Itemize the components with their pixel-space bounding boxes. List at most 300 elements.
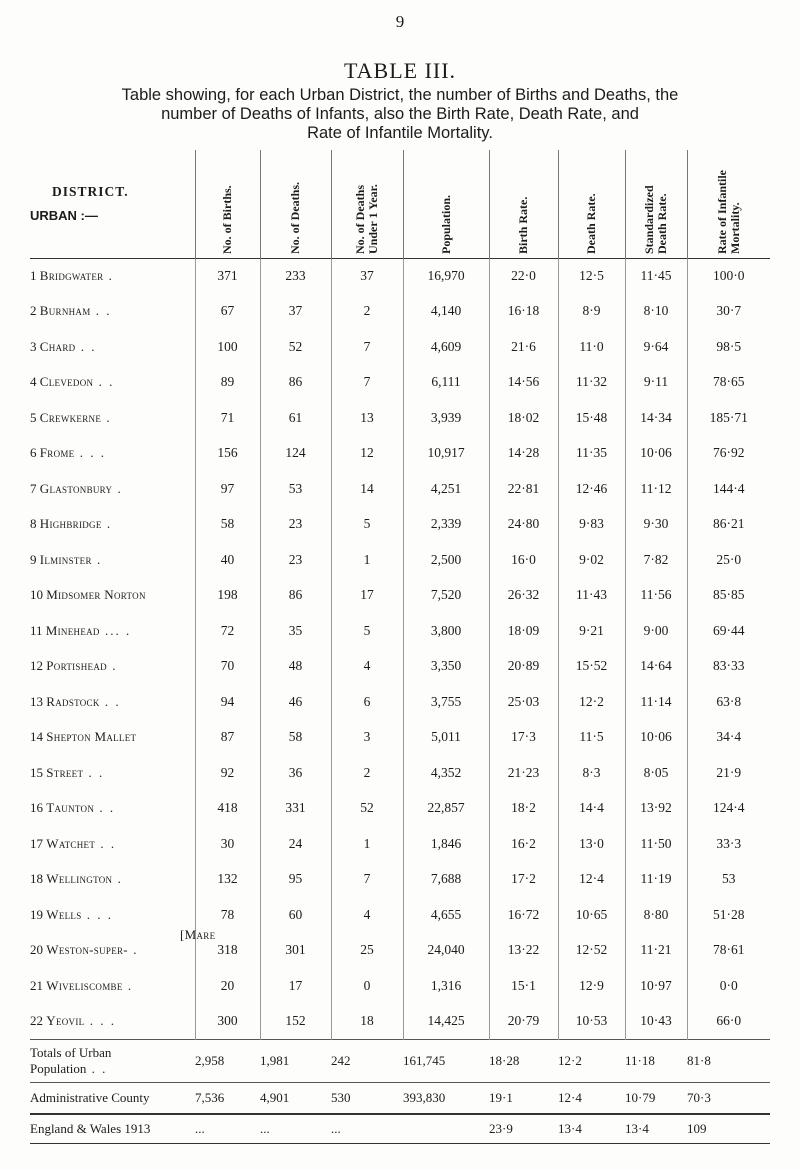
cell-births: 92 [195,755,260,791]
header-row [30,150,770,258]
district-label: Street [46,764,84,780]
cell-standardized-death-rate: 9·11 [625,365,687,401]
cell-infantile-mortality: 25·0 [687,542,770,578]
leader-dots: . . [90,303,112,319]
table-row [30,755,770,791]
totals-infantile-mortality: 81·8 [687,1039,770,1082]
cell-infant-deaths: 2 [331,294,403,330]
england-wales-population [403,1114,489,1144]
cell-infant-deaths: 12 [331,436,403,472]
totals-population: 161,745 [403,1039,489,1082]
cell-population: 3,939 [403,400,489,436]
cell-infant-deaths: 52 [331,791,403,827]
cell-birth-rate: 18·09 [489,613,558,649]
district-name [30,258,195,294]
district-name [30,720,195,756]
cell-standardized-death-rate: 10·06 [625,720,687,756]
county-standardized-death-rate: 10·79 [625,1082,687,1114]
table-row [30,400,770,436]
header-births: No. of Births. [195,150,260,258]
district-name [30,926,216,969]
caption-line-2: number of Deaths of Infants, also the Birth Rate, Death Rate, and [161,105,639,123]
england-wales-death-rate: 13·4 [558,1114,625,1144]
cell-births: 72 [195,613,260,649]
leader-dots: . . . [74,445,106,461]
row-number: 21 [30,977,43,993]
table-row [30,1004,770,1040]
leader-dots: . . [94,800,116,816]
row-number: 2 [30,303,37,319]
cell-birth-rate: 18·02 [489,400,558,436]
cell-infant-deaths: 17 [331,578,403,614]
county-row [30,1082,770,1114]
totals-label: Totals of Urban Population . . [30,1039,195,1082]
cell-infantile-mortality: 144·4 [687,471,770,507]
cell-birth-rate: 21·6 [489,329,558,365]
row-number: 20 [30,942,43,958]
cell-infant-deaths: 5 [331,613,403,649]
totals-deaths: 1,981 [260,1039,331,1082]
district-name [30,471,195,507]
county-births: 7,536 [195,1082,260,1114]
cell-births: 40 [195,542,260,578]
row-number: 22 [30,1013,43,1028]
cell-death-rate: 10·65 [558,897,625,933]
cell-infantile-mortality: 83·33 [687,649,770,685]
cell-birth-rate: 14·56 [489,365,558,401]
cell-infant-deaths: 37 [331,258,403,294]
leader-dots: . [127,942,139,958]
cell-death-rate: 10·53 [558,1004,625,1040]
cell-infantile-mortality: 66·0 [687,1004,770,1040]
row-number: 9 [30,551,37,567]
leader-dots: . . . [84,1013,116,1028]
cell-birth-rate: 20·79 [489,1004,558,1040]
totals-births: 2,958 [195,1039,260,1082]
row-number: 17 [30,835,43,851]
cell-births: 94 [195,684,260,720]
cell-death-rate: 15·48 [558,400,625,436]
cell-infant-deaths: 5 [331,507,403,543]
cell-births: 30 [195,826,260,862]
cell-deaths: 35 [260,613,331,649]
cell-standardized-death-rate: 11·14 [625,684,687,720]
cell-infantile-mortality: 63·8 [687,684,770,720]
cell-deaths: 331 [260,791,331,827]
row-number: 14 [30,729,43,745]
cell-infant-deaths: 1 [331,542,403,578]
district-name [30,365,195,401]
cell-birth-rate: 16·0 [489,542,558,578]
table-row [30,968,770,1004]
caption-line-1: Table showing, for each Urban District, the number of Births and Deaths, the [121,86,679,104]
header-district [30,150,195,258]
leader-dots: . . . [81,906,114,922]
cell-death-rate: 12·4 [558,862,625,898]
leader-dots: . . [93,374,115,390]
district-label: Wellington [46,871,113,887]
cell-standardized-death-rate: 11·56 [625,578,687,614]
cell-deaths: 58 [260,720,331,756]
cell-infantile-mortality: 53 [687,862,770,898]
cell-births: 20 [195,968,260,1004]
county-infantile-mortality: 70·3 [687,1082,770,1114]
cell-death-rate: 11·43 [558,578,625,614]
county-deaths: 4,901 [260,1082,331,1114]
cell-infantile-mortality: 100·0 [687,258,770,294]
cell-infantile-mortality: 78·61 [687,933,770,969]
header-birth-rate: Birth Rate. [489,150,558,258]
cell-birth-rate: 16·18 [489,294,558,330]
district-label: Wiveliscombe [46,977,123,993]
caption-line-3: Rate of Infantile Mortality. [307,124,493,142]
cell-population: 4,609 [403,329,489,365]
table-row [30,365,770,401]
district-name [30,507,195,543]
cell-death-rate: 12·2 [558,684,625,720]
row-number: 18 [30,871,43,887]
leader-dots: . . [75,338,97,354]
leader-dots: . . [95,835,117,851]
district-label: Ilminster [39,551,92,567]
cell-death-rate: 14·4 [558,791,625,827]
cell-births: 132 [195,862,260,898]
district-label: Glastonbury [39,480,113,496]
cell-deaths: 23 [260,542,331,578]
cell-infantile-mortality: 69·44 [687,613,770,649]
cell-infantile-mortality: 78·65 [687,365,770,401]
cell-population: 2,339 [403,507,489,543]
table-row [30,791,770,827]
district-name [30,1004,195,1040]
row-number: 6 [30,445,37,461]
district-label: Crewkerne [39,409,102,425]
district-name [30,897,195,933]
cell-standardized-death-rate: 10·06 [625,436,687,472]
cell-birth-rate: 17·3 [489,720,558,756]
cell-infant-deaths: 2 [331,755,403,791]
district-label: Burnham [39,303,91,319]
table-row [30,471,770,507]
cell-birth-rate: 24·80 [489,507,558,543]
header-death-rate: Death Rate. [558,150,625,258]
cell-infantile-mortality: 33·3 [687,826,770,862]
table-row [30,542,770,578]
table-row [30,294,770,330]
totals-death-rate: 12·2 [558,1039,625,1082]
totals-birth-rate: 18·28 [489,1039,558,1082]
cell-standardized-death-rate: 14·34 [625,400,687,436]
district-label: Highbridge [39,516,102,532]
cell-births: 58 [195,507,260,543]
cell-standardized-death-rate: 11·19 [625,862,687,898]
cell-infant-deaths: 14 [331,471,403,507]
cell-deaths: 37 [260,294,331,330]
cell-deaths: 48 [260,649,331,685]
row-number: 3 [30,338,37,354]
cell-deaths: 53 [260,471,331,507]
england-wales-standardized-death-rate: 13·4 [625,1114,687,1144]
district-name-continuation: [Mare [180,926,216,942]
district-name [30,400,195,436]
cell-deaths: 152 [260,1004,331,1040]
cell-deaths: 36 [260,755,331,791]
district-label: Taunton [46,800,95,816]
district-name [30,578,195,614]
district-label: Midsomer Norton [46,587,146,603]
cell-births: 371 [195,258,260,294]
cell-infantile-mortality: 85·85 [687,578,770,614]
cell-standardized-death-rate: 9·30 [625,507,687,543]
cell-population: 3,350 [403,649,489,685]
cell-population: 1,846 [403,826,489,862]
cell-death-rate: 9·21 [558,613,625,649]
cell-population: 3,755 [403,684,489,720]
cell-birth-rate: 21·23 [489,755,558,791]
district-label: Frome [39,445,75,461]
cell-births: 198 [195,578,260,614]
cell-standardized-death-rate: 9·00 [625,613,687,649]
cell-birth-rate: 16·72 [489,897,558,933]
page-number: 9 [395,12,405,31]
district-name [30,613,195,649]
leader-dots: . [106,658,118,674]
cell-deaths: 61 [260,400,331,436]
cell-standardized-death-rate: 11·50 [625,826,687,862]
cell-population: 10,917 [403,436,489,472]
table-row [30,826,770,862]
district-name [30,542,195,578]
table-row [30,329,770,365]
cell-deaths: 233 [260,258,331,294]
cell-deaths: 301 [260,933,331,969]
header-standardized-death-rate: Standardized Death Rate. [625,150,687,258]
cell-deaths: 95 [260,862,331,898]
row-number: 1 [30,268,37,283]
cell-death-rate: 15·52 [558,649,625,685]
cell-infantile-mortality: 185·71 [687,400,770,436]
cell-birth-rate: 18·2 [489,791,558,827]
england-wales-label: England & Wales 1913 [30,1114,195,1144]
table-title: TABLE III. [343,58,457,83]
cell-deaths: 52 [260,329,331,365]
cell-death-rate: 9·02 [558,542,625,578]
row-number: 13 [30,693,43,709]
cell-infant-deaths: 4 [331,649,403,685]
cell-infantile-mortality: 30·7 [687,294,770,330]
cell-population: 7,688 [403,862,489,898]
cell-infantile-mortality: 51·28 [687,897,770,933]
district-label: Yeovil [46,1013,85,1028]
cell-standardized-death-rate: 11·12 [625,471,687,507]
cell-population: 14,425 [403,1004,489,1040]
cell-population: 1,316 [403,968,489,1004]
cell-birth-rate: 26·32 [489,578,558,614]
cell-infant-deaths: 1 [331,826,403,862]
cell-infantile-mortality: 98·5 [687,329,770,365]
district-name [30,436,195,472]
cell-standardized-death-rate: 10·97 [625,968,687,1004]
table-row [30,436,770,472]
district-label: Shepton Mallet [46,729,137,745]
cell-population: 24,040 [403,933,489,969]
cell-population: 5,011 [403,720,489,756]
cell-death-rate: 12·52 [558,933,625,969]
district-name [30,329,195,365]
leader-dots: . [112,871,123,887]
district-label: Minehead [45,622,100,638]
district-label: Watchet [46,835,96,851]
cell-births: 71 [195,400,260,436]
cell-birth-rate: 17·2 [489,862,558,898]
cell-death-rate: 11·32 [558,365,625,401]
cell-birth-rate: 22·0 [489,258,558,294]
cell-birth-rate: 22·81 [489,471,558,507]
leader-dots: . [103,268,114,283]
cell-population: 4,251 [403,471,489,507]
cell-births: 100 [195,329,260,365]
header-district-label: DISTRICT. [52,184,129,200]
district-label: Wells [46,906,82,922]
cell-infantile-mortality: 86·21 [687,507,770,543]
table-row [30,507,770,543]
cell-deaths: 46 [260,684,331,720]
cell-standardized-death-rate: 9·64 [625,329,687,365]
header-deaths: No. of Deaths. [260,150,331,258]
table-row [30,933,770,969]
table-caption [30,86,770,143]
cell-population: 2,500 [403,542,489,578]
cell-standardized-death-rate: 8·80 [625,897,687,933]
leader-dots: . [112,480,123,496]
county-infant-deaths: 530 [331,1082,403,1114]
district-label: Chard [39,338,76,354]
england-wales-birth-rate: 23·9 [489,1114,558,1144]
cell-population: 4,655 [403,897,489,933]
cell-deaths: 86 [260,578,331,614]
cell-infant-deaths: 13 [331,400,403,436]
county-death-rate: 12·4 [558,1082,625,1114]
cell-death-rate: 12·5 [558,258,625,294]
england-wales-births: ... [195,1114,260,1144]
cell-population: 7,520 [403,578,489,614]
cell-standardized-death-rate: 13·92 [625,791,687,827]
cell-infant-deaths: 7 [331,329,403,365]
table-row [30,258,770,294]
cell-births: 89 [195,365,260,401]
row-number: 7 [30,480,37,496]
cell-population: 16,970 [403,258,489,294]
header-urban-label: URBAN :— [30,208,98,224]
cell-standardized-death-rate: 11·45 [625,258,687,294]
totals-standardized-death-rate: 11·18 [625,1039,687,1082]
cell-infant-deaths: 4 [331,897,403,933]
header-population: Population. [403,150,489,258]
table-row [30,684,770,720]
cell-standardized-death-rate: 10·43 [625,1004,687,1040]
district-name [30,649,195,685]
leader-dots: . [91,551,103,567]
cell-births: 70 [195,649,260,685]
cell-infantile-mortality: 0·0 [687,968,770,1004]
cell-population: 22,857 [403,791,489,827]
cell-infant-deaths: 7 [331,365,403,401]
cell-birth-rate: 16·2 [489,826,558,862]
england-wales-infantile-mortality: 109 [687,1114,770,1144]
totals-infant-deaths: 242 [331,1039,403,1082]
cell-deaths: 17 [260,968,331,1004]
table-row [30,720,770,756]
cell-deaths: 24 [260,826,331,862]
table-row [30,578,770,614]
cell-population: 6,111 [403,365,489,401]
cell-population: 3,800 [403,613,489,649]
table-row [30,649,770,685]
row-number: 16 [30,800,43,816]
england-wales-deaths: ... [260,1114,331,1144]
cell-death-rate: 12·46 [558,471,625,507]
cell-births: 300 [195,1004,260,1040]
district-label: Portishead [46,658,107,674]
row-number: 8 [30,516,37,532]
cell-births: 78 [195,897,260,933]
cell-infant-deaths: 3 [331,720,403,756]
table-row [30,613,770,649]
leader-dots: . . [83,764,105,780]
leader-dots: ... . [99,622,132,638]
cell-birth-rate: 25·03 [489,684,558,720]
county-birth-rate: 19·1 [489,1082,558,1114]
cell-standardized-death-rate: 11·21 [625,933,687,969]
cell-infantile-mortality: 76·92 [687,436,770,472]
county-population: 393,830 [403,1082,489,1114]
district-name [30,294,195,330]
cell-population: 4,352 [403,755,489,791]
cell-standardized-death-rate: 7·82 [625,542,687,578]
england-wales-row [30,1114,770,1144]
cell-births: 156 [195,436,260,472]
district-name [30,862,195,898]
header-infant-deaths: No. of Deaths Under 1 Year. [331,150,403,258]
cell-births: 97 [195,471,260,507]
cell-death-rate: 8·9 [558,294,625,330]
statistics-table [30,150,770,1144]
row-number: 12 [30,658,43,674]
cell-death-rate: 8·3 [558,755,625,791]
cell-births: 67 [195,294,260,330]
leader-dots: . . [99,693,121,709]
leader-dots: . [101,409,112,425]
cell-infantile-mortality: 124·4 [687,791,770,827]
cell-standardized-death-rate: 8·10 [625,294,687,330]
leader-dots: . [122,977,134,993]
cell-standardized-death-rate: 14·64 [625,649,687,685]
header-infantile-mortality: Rate of Infantile Mortality. [687,150,770,258]
cell-infantile-mortality: 21·9 [687,755,770,791]
district-name [30,755,195,791]
district-label: Clevedon [39,374,94,390]
row-number: 11 [30,622,43,638]
cell-births: 418 [195,791,260,827]
cell-birth-rate: 15·1 [489,968,558,1004]
cell-infant-deaths: 6 [331,684,403,720]
cell-deaths: 60 [260,897,331,933]
district-name [30,791,195,827]
table-row [30,897,770,933]
table-row [30,862,770,898]
row-number: 5 [30,409,37,425]
cell-death-rate: 11·5 [558,720,625,756]
